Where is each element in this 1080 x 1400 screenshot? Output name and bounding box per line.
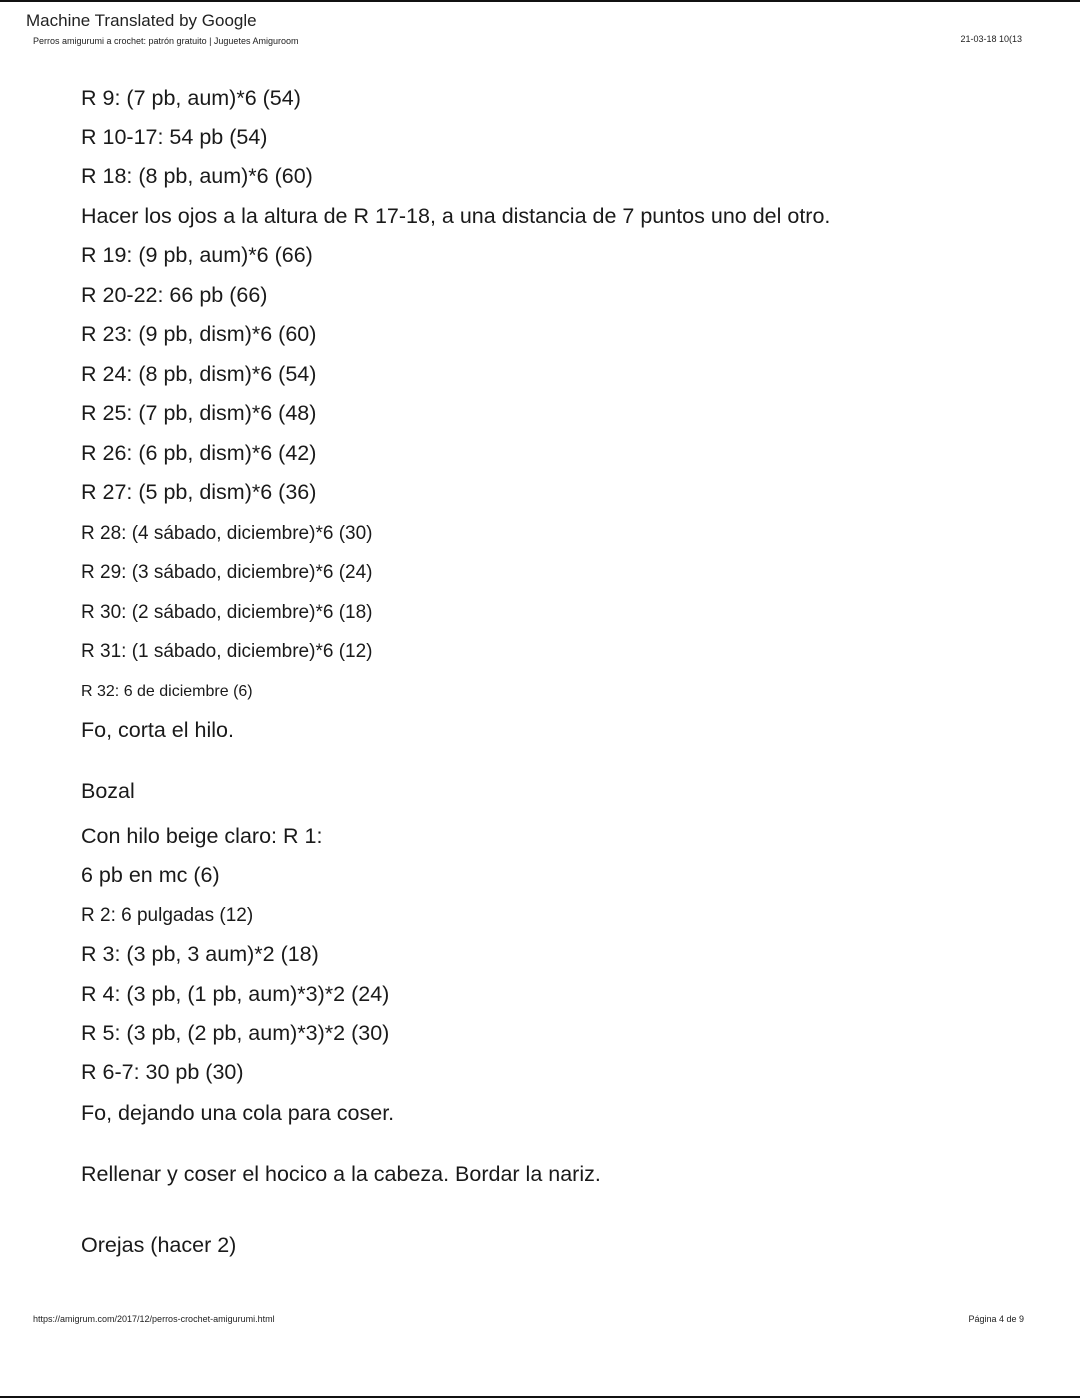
pattern-line-r26: R 26: (6 pb, dism)*6 (42) [81, 441, 317, 465]
pattern-line-r18: R 18: (8 pb, aum)*6 (60) [81, 164, 313, 188]
bozal-line-r4: R 4: (3 pb, (1 pb, aum)*3)*2 (24) [81, 982, 390, 1006]
section-heading-orejas: Orejas (hacer 2) [81, 1233, 237, 1257]
pattern-line-r30: R 30: (2 sábado, diciembre)*6 (18) [81, 602, 373, 623]
bozal-fasten-off: Fo, dejando una cola para coser. [81, 1101, 395, 1125]
footer-page-number: Página 4 de 9 [968, 1314, 1024, 1324]
header-title: Machine Translated by Google [26, 11, 257, 30]
footer-url: https://amigrum.com/2017/12/perros-crochet-amigurumi.html [33, 1314, 275, 1324]
bozal-color-line: Con hilo beige claro: R 1: [81, 824, 323, 848]
pattern-line-r32: R 32: 6 de diciembre (6) [81, 683, 253, 700]
pattern-line-r10-17: R 10-17: 54 pb (54) [81, 125, 268, 149]
bozal-line-r1: 6 pb en mc (6) [81, 863, 220, 887]
pattern-line-r29: R 29: (3 sábado, diciembre)*6 (24) [81, 562, 373, 583]
page-bottom-border [0, 1396, 1080, 1398]
pattern-line-r19: R 19: (9 pb, aum)*6 (66) [81, 243, 313, 267]
pattern-line-r9: R 9: (7 pb, aum)*6 (54) [81, 86, 301, 110]
bozal-line-r2: R 2: 6 pulgadas (12) [81, 905, 254, 926]
header-subtitle: Perros amigurumi a crochet: patrón gratuito | Juguetes Amiguroom [33, 36, 299, 46]
header-date: 21-03-18 10(13 [960, 34, 1022, 44]
pattern-line-r23: R 23: (9 pb, dism)*6 (60) [81, 322, 317, 346]
bozal-line-r5: R 5: (3 pb, (2 pb, aum)*3)*2 (30) [81, 1021, 390, 1045]
pattern-line-r25: R 25: (7 pb, dism)*6 (48) [81, 401, 317, 425]
pattern-line-r28: R 28: (4 sábado, diciembre)*6 (30) [81, 523, 373, 544]
section-heading-bozal: Bozal [81, 779, 135, 803]
pattern-line-r20-22: R 20-22: 66 pb (66) [81, 283, 268, 307]
fasten-off-line: Fo, corta el hilo. [81, 718, 234, 742]
stuff-sew-instruction: Rellenar y coser el hocico a la cabeza. Bordar la nariz. [81, 1162, 601, 1186]
bozal-line-r6-7: R 6-7: 30 pb (30) [81, 1060, 244, 1084]
page-top-border [0, 0, 1080, 2]
pattern-line-r31: R 31: (1 sábado, diciembre)*6 (12) [81, 641, 373, 662]
bozal-line-r3: R 3: (3 pb, 3 aum)*2 (18) [81, 942, 319, 966]
pattern-line-r27: R 27: (5 pb, dism)*6 (36) [81, 480, 317, 504]
pattern-line-r24: R 24: (8 pb, dism)*6 (54) [81, 362, 317, 386]
eyes-instruction: Hacer los ojos a la altura de R 17-18, a una distancia de 7 puntos uno del otro. [81, 204, 831, 228]
